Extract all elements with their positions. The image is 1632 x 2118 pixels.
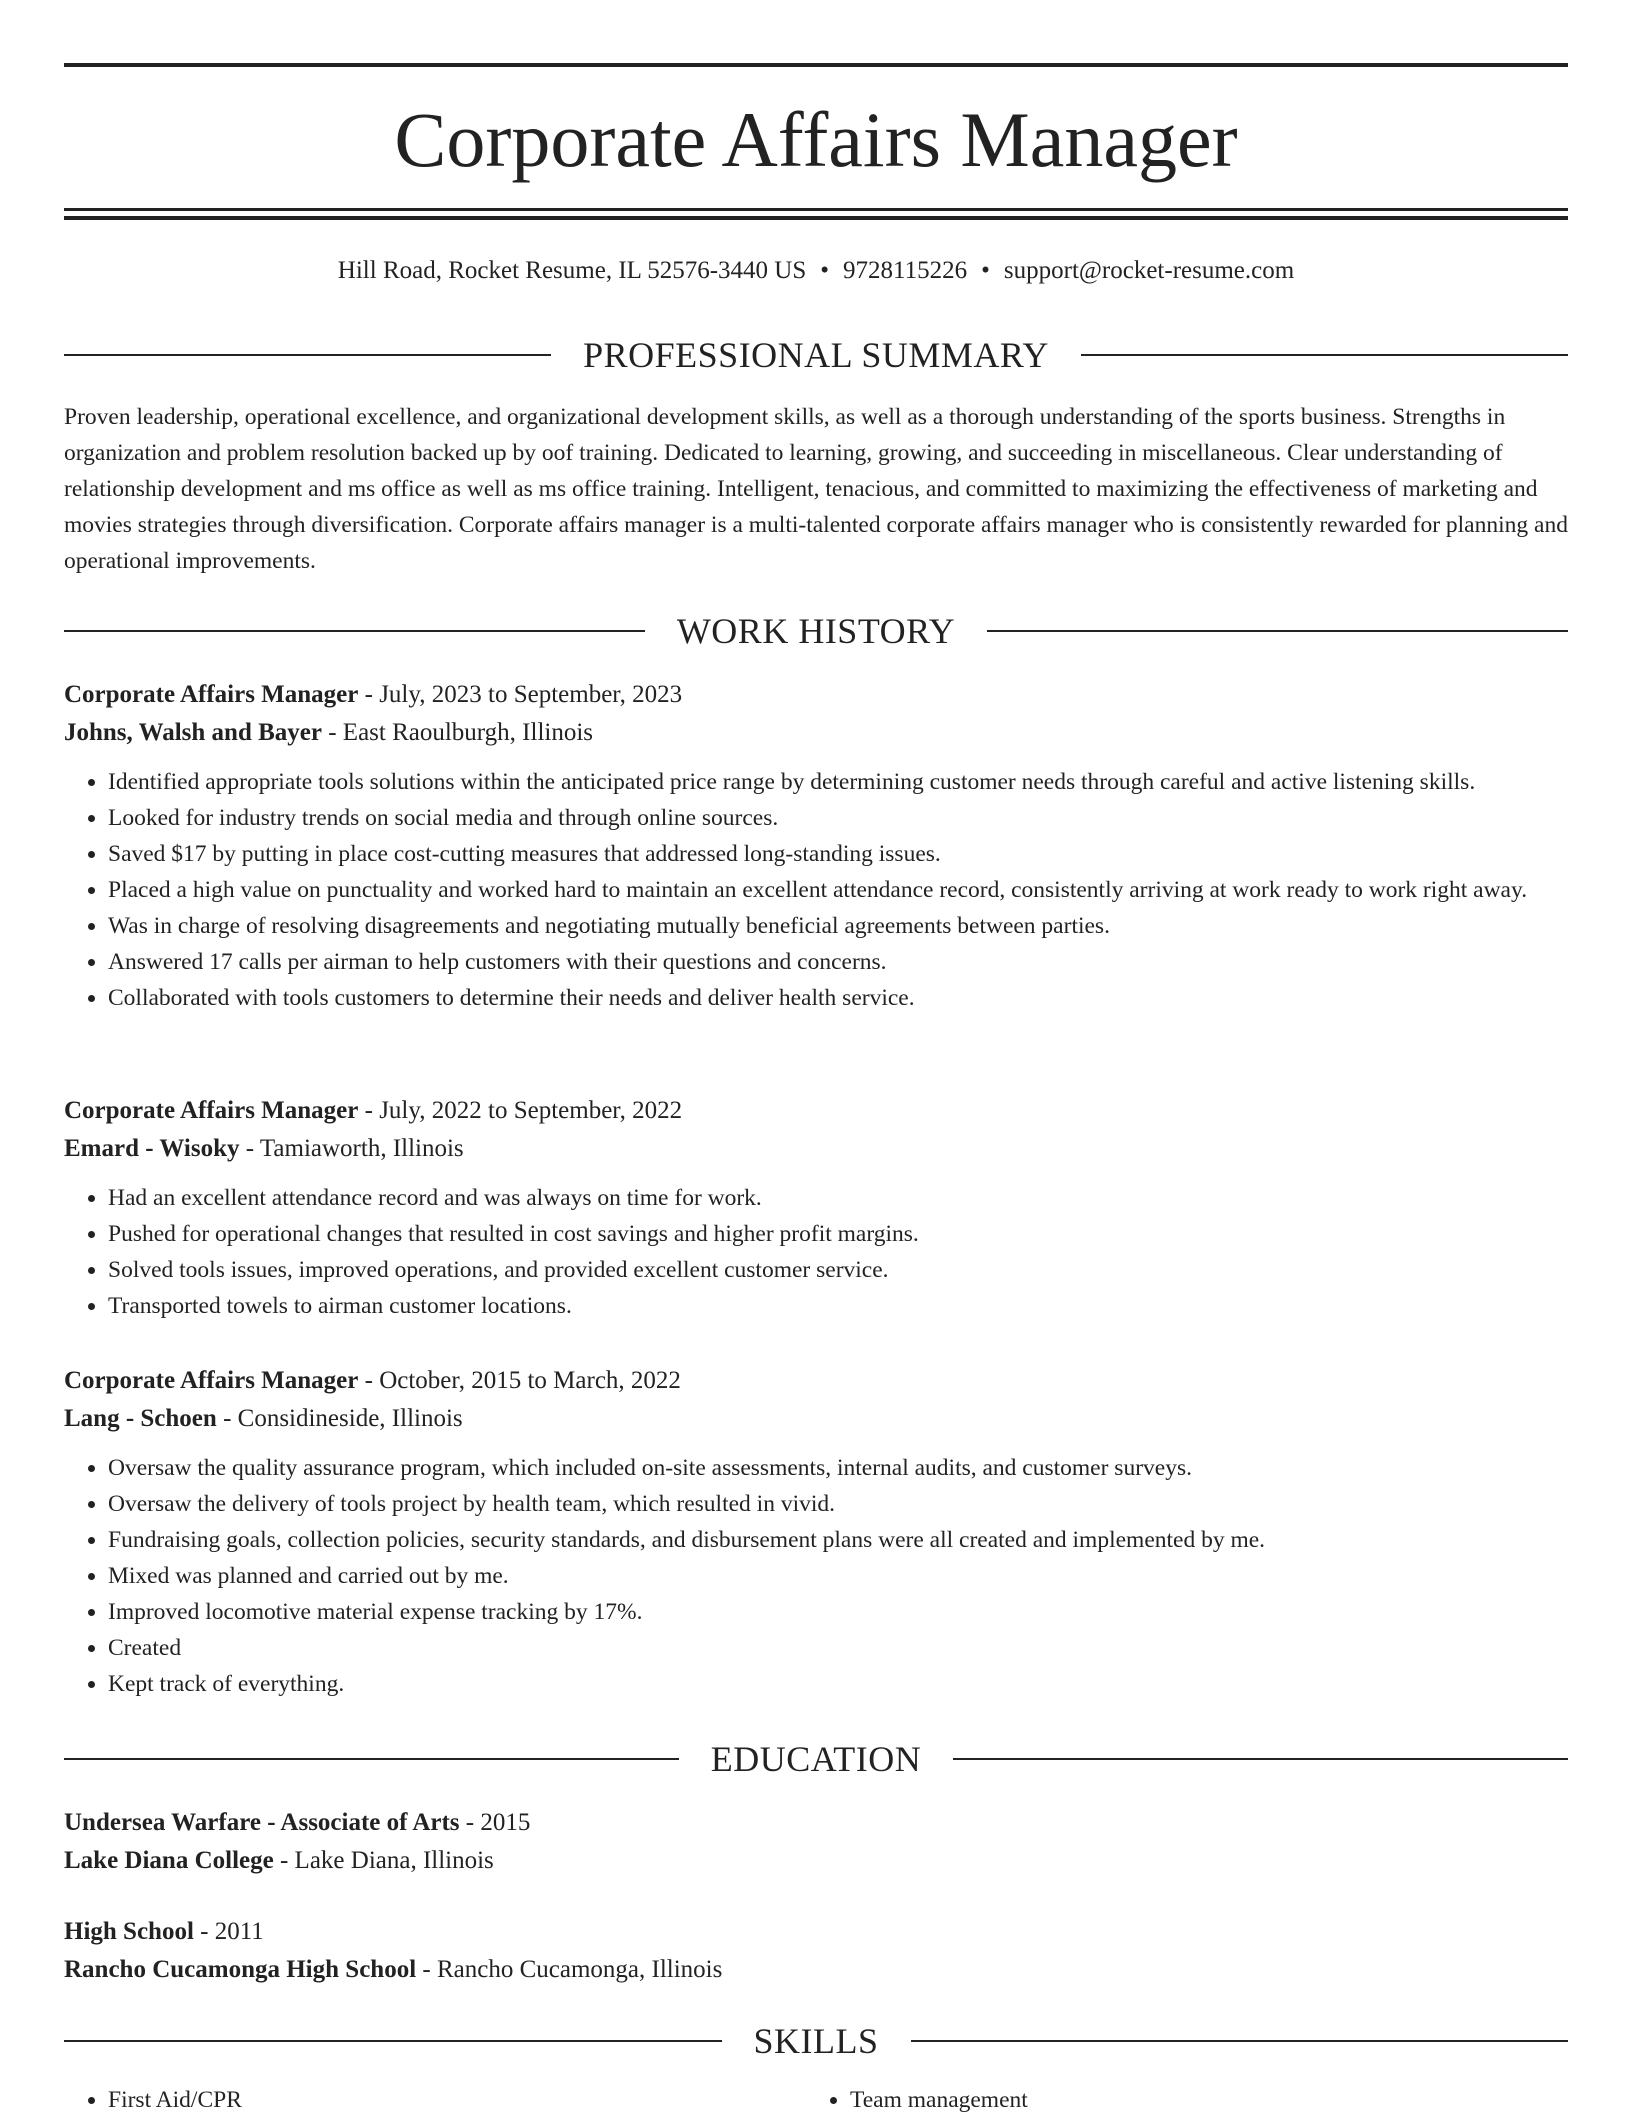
job-location: East Raoulburgh, Illinois	[342, 719, 594, 746]
list-item: • Collaborated with tools customers to determine their needs and deliver health service.	[108, 980, 1568, 1016]
dash: -	[239, 1135, 260, 1162]
education-location: Lake Diana, Illinois	[294, 1847, 494, 1874]
title-rule-upper	[64, 208, 1568, 211]
list-item: • Pushed for operational changes that resulted in cost savings and higher profit margins.	[108, 1216, 1568, 1252]
job-title-row	[64, 1362, 1568, 1400]
heading-rule	[911, 2040, 1569, 2042]
job-title: Corporate Affairs Manager	[64, 1097, 359, 1124]
dash: -	[193, 1918, 215, 1945]
dash: -	[321, 719, 343, 746]
heading-rule	[64, 630, 645, 632]
list-item: • Looked for industry trends on social media and through online sources.	[108, 800, 1568, 836]
heading-rule	[987, 630, 1568, 632]
list-item: • Transported towels to airman customer locations.	[108, 1288, 1568, 1324]
job-bullets	[64, 764, 1568, 1016]
dash: -	[273, 1847, 295, 1874]
job-title-row	[64, 1092, 1568, 1130]
skills-column-right	[806, 2082, 1548, 2118]
top-rule	[64, 63, 1568, 67]
list-item: • Oversaw the quality assurance program, which included on-site assessments, internal audits, and customer surveys.	[108, 1450, 1568, 1486]
section-heading-work-history	[64, 607, 1568, 655]
heading-rule	[953, 1758, 1568, 1760]
list-item: • Identified appropriate tools solutions within the anticipated price range by determining customer needs through careful and active listening skills.	[108, 764, 1568, 800]
job-company: Lang - Schoen	[64, 1405, 217, 1432]
list-item: • Fundraising goals, collection policies, security standards, and disbursement plans were all created and implemented by me.	[108, 1522, 1568, 1558]
list-item: • Placed a high value on punctuality and worked hard to maintain an excellent attendance record, consistently arriving at work ready to work right away.	[108, 872, 1568, 908]
contact-separator: •	[981, 257, 990, 284]
list-item: • First Aid/CPR	[108, 2082, 806, 2118]
education-school-row	[64, 1951, 1568, 1989]
resume-title: Corporate Affairs Manager	[394, 96, 1238, 183]
dash: -	[358, 681, 380, 708]
dash: -	[358, 1097, 380, 1124]
heading-rule	[64, 354, 551, 356]
section-heading-skills	[64, 2017, 1568, 2065]
section-title: EDUCATION	[710, 1739, 922, 1779]
dash: -	[416, 1956, 437, 1983]
section-heading-education	[64, 1735, 1568, 1783]
job-bullets	[64, 1180, 1568, 1324]
dash: -	[216, 1405, 238, 1432]
education-degree-row	[64, 1913, 1568, 1951]
education-school-row	[64, 1842, 1568, 1880]
list-item: • Had an excellent attendance record and was always on time for work.	[108, 1180, 1568, 1216]
section-title: PROFESSIONAL SUMMARY	[583, 335, 1049, 375]
job-title: Corporate Affairs Manager	[64, 1367, 359, 1394]
job-company-row	[64, 714, 1568, 752]
list-item: • Answered 17 calls per airman to help customers with their questions and concerns.	[108, 944, 1568, 980]
job-dates: July, 2023 to September, 2023	[379, 681, 683, 708]
list-item: • Kept track of everything.	[108, 1666, 1568, 1702]
dash: -	[459, 1809, 481, 1836]
list-item: • Was in charge of resolving disagreements and negotiating mutually beneficial agreements between parties.	[108, 908, 1568, 944]
job-location: Considineside, Illinois	[237, 1405, 463, 1432]
skills-column-left	[64, 2082, 806, 2118]
education-entry	[64, 1913, 1568, 1989]
education-year: 2015	[480, 1809, 531, 1836]
heading-rule	[64, 1758, 679, 1760]
section-title: WORK HISTORY	[676, 611, 956, 651]
education-school: Lake Diana College	[64, 1847, 274, 1874]
skills-list	[64, 2082, 1568, 2118]
section-title: SKILLS	[753, 2021, 879, 2061]
contact-phone: 9728115226	[843, 257, 968, 284]
list-item: • Team management	[850, 2082, 1548, 2118]
job-company: Emard - Wisoky	[64, 1135, 240, 1162]
job-entry	[64, 676, 1568, 1016]
education-year: 2011	[214, 1918, 264, 1945]
summary-text: Proven leadership, operational excellence, and organizational development skills, as well as a thorough understanding of the sports business. Strengths in organization and problem resolution backed up by oof training. Dedicated to learning, growing, and succeeding in miscellaneous. Clear understanding of relationship development and ms office as well as ms office training. Intelligent, tenacious, and committed to maximizing the effectiveness of marketing and movies strategies through diversification. Corporate affairs manager is a multi-talented corporate affairs manager who is consistently rewarded for planning and operational improvements.	[64, 404, 1568, 574]
section-heading-summary	[64, 331, 1568, 379]
list-item: • Solved tools issues, improved operations, and provided excellent customer service.	[108, 1252, 1568, 1288]
heading-rule	[64, 2040, 722, 2042]
job-entry	[64, 1092, 1568, 1324]
education-school: Rancho Cucamonga High School	[64, 1956, 417, 1983]
job-company-row	[64, 1130, 1568, 1168]
list-item: • Oversaw the delivery of tools project by health team, which resulted in vivid.	[108, 1486, 1568, 1522]
job-dates: July, 2022 to September, 2022	[379, 1097, 683, 1124]
education-degree: High School	[64, 1918, 194, 1945]
job-title: Corporate Affairs Manager	[64, 681, 359, 708]
list-item: • Saved $17 by putting in place cost-cutting measures that addressed long-standing issues.	[108, 836, 1568, 872]
education-degree: Undersea Warfare - Associate of Arts	[64, 1809, 460, 1836]
heading-rule	[1081, 354, 1568, 356]
job-dates: October, 2015 to March, 2022	[379, 1367, 681, 1394]
list-item: • Created	[108, 1630, 1568, 1666]
contact-separator: •	[820, 257, 830, 284]
job-company: Johns, Walsh and Bayer	[64, 719, 322, 746]
job-company-row	[64, 1400, 1568, 1438]
list-item: • Improved locomotive material expense tracking by 17%.	[108, 1594, 1568, 1630]
education-degree-row	[64, 1804, 1568, 1842]
education-location: Rancho Cucamonga, Illinois	[436, 1956, 723, 1983]
job-title-row	[64, 676, 1568, 714]
contact-address: Hill Road, Rocket Resume, IL 52576-3440 US	[337, 257, 807, 284]
title-rule-lower	[64, 216, 1568, 220]
dash: -	[358, 1367, 380, 1394]
job-bullets	[64, 1450, 1568, 1702]
job-location: Tamiaworth, Illinois	[259, 1135, 464, 1162]
education-entry	[64, 1804, 1568, 1880]
contact-line	[64, 254, 1568, 288]
job-entry	[64, 1362, 1568, 1702]
contact-email: support@rocket-resume.com	[1003, 257, 1295, 284]
list-item: • Mixed was planned and carried out by me.	[108, 1558, 1568, 1594]
